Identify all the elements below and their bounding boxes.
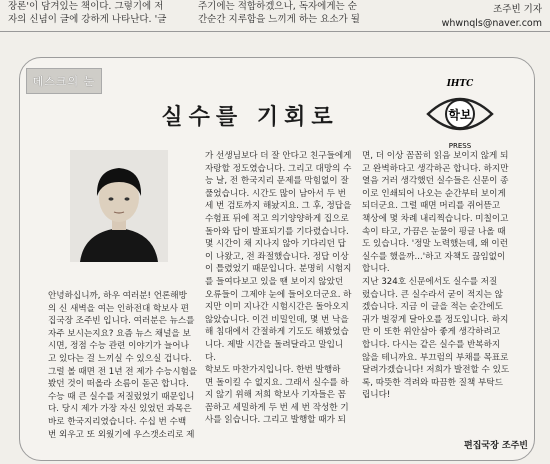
text-line: 안녕하십니까, 하우 여러분! 언론해방 <box>48 291 187 301</box>
previous-article-line: 자의 신념이 글에 강하게 나타난다. '글 <box>8 14 167 25</box>
text-line: 열음 거러 생각했던 실수들은 신문이 종 <box>362 176 509 187</box>
text-line: 되더군요. 그럴 때면 머리를 쥐어뜯고 <box>362 201 501 212</box>
text-line: 지 않기 위해 저희 학보사 기자들은 꼼 <box>205 390 346 401</box>
text-line: 속이 타고, 가끔은 눈물이 핑글 나올 때 <box>362 226 506 237</box>
text-line: 책상에 몇 차례 내리찍습니다. 미칠이고 <box>362 213 509 224</box>
text-line: 수능 때 큰 실수를 저질렀었기 때문입니 <box>48 391 195 402</box>
text-line: 면, 더 이상 꼼꼼히 읽음 보이지 않게 되 <box>362 151 509 161</box>
text-line: 의 신 새벽을 여는 인하전대 학보사 편 <box>48 303 189 314</box>
previous-article-line: 간순간 지루함을 느끼게 하는 요소가 될 <box>198 14 360 25</box>
article-column-1 <box>48 290 198 441</box>
section-tab: 데스크의 눈 <box>26 68 102 94</box>
text-line: 고 있다는 걸 느끼실 수 있으실 겁니다. <box>48 353 192 364</box>
previous-article-middle <box>198 0 360 26</box>
text-line: 능 날, 전 한국지리 문제를 막힘없이 잘 <box>205 176 349 187</box>
text-line: 자랑할 정도였습니다. 그리고 대망의 수 <box>205 163 352 174</box>
text-line: 만 이 또한 위안삼아 좋게 생각하려고 <box>362 327 501 338</box>
text-line: 않을 테니까요. 부끄럼의 부채를 목표로 <box>362 352 509 363</box>
previous-article-line: 주기에는 적합하겠으나, 독자에게는 순 <box>198 1 357 12</box>
article-column-3 <box>362 150 520 402</box>
text-line: 이 나왔고, 전 좌절했습니다. 정답 이상 <box>205 251 349 262</box>
svg-text:학보: 학보 <box>448 108 472 122</box>
text-line: 해 침대에서 간절하게 기도도 해봤었습 <box>205 327 349 338</box>
text-line: 그럴 볼 때면 전 1년 전 제가 수능시험을 <box>48 366 198 377</box>
reporter-byline <box>442 3 542 32</box>
editor-portrait <box>70 150 168 262</box>
press-logo <box>420 74 500 152</box>
svg-text:IHTC: IHTC <box>446 79 474 89</box>
article-column-2 <box>205 150 355 427</box>
text-line: 자주 보시는지요? 요즘 뉴스 채널을 보 <box>48 328 191 339</box>
author-signature: 편집국장 조주빈 <box>464 441 528 451</box>
text-line: 귀가 벌겋게 달아오를 정도입니다. 하지 <box>362 314 509 325</box>
svg-text:PRESS: PRESS <box>448 142 472 150</box>
text-line: 번 외우고 또 외웠기에 우스갯소리로 제 <box>48 429 195 440</box>
text-line: 바로 한국지리였습니다. 수십 번 수백 <box>48 416 187 427</box>
text-line: 세 번 검토까지 해놨지요. 그 후, 정답을 <box>205 201 352 212</box>
text-line: 풀었습니다. 시간도 많이 남아서 두 번 <box>205 188 346 199</box>
text-line: 립니다! <box>362 390 391 401</box>
text-line: 다. 당시 제가 가장 자신 있었던 과목은 <box>48 404 192 415</box>
text-line: 이 틀렸었기 때문입니다. 분명히 시험지 <box>205 264 352 275</box>
text-line: 오류들이 그제야 눈에 들어오더군요. 하 <box>205 289 352 300</box>
text-line: 합니다. 다시는 같은 실수를 반복하지 <box>362 339 501 350</box>
text-line: 이로 인쇄되어 나오는 순간부터 보이게 <box>362 188 506 199</box>
text-line: 사를 읽습니다. 그리고 발행할 때가 되 <box>205 415 346 426</box>
text-line: 꼼하고 세밀하게 두 번 세 번 작성한 기 <box>205 402 349 413</box>
text-line: 않았습니다. 이건 비밀인데, 몇 번 낙을 <box>205 314 349 325</box>
previous-article-left <box>8 0 166 26</box>
previous-article-line: 장론'이 담겨있는 책이다. 그렇기에 저 <box>8 1 164 12</box>
text-line: 니다. 제발 시간을 돌려달라고 말입니 <box>205 339 344 350</box>
text-line: 겠습니다. 지금 이 글을 적는 순간에도 <box>362 302 503 313</box>
press-logo-icon <box>420 74 500 152</box>
text-line: 학보도 마찬가지입니다. 한번 발행하 <box>205 365 341 376</box>
text-line: 지만 이미 지나간 시험시간은 돌아오지 <box>205 302 349 313</box>
text-line: 면 돌이킬 수 없지요. 그래서 실수를 하 <box>205 377 349 388</box>
reporter-name: 조주빈 기자 <box>493 4 542 15</box>
text-line: 집국장 조주빈 입니다. 여러분은 뉴스를 <box>48 316 195 327</box>
section-divider <box>0 31 550 32</box>
text-line: 달려가겠습니다! 저희가 발전할 수 있도 <box>362 365 510 376</box>
reporter-email: whwnqls@naver.com <box>442 17 542 32</box>
text-line: 봤던 것이 떠올라 소름이 돋곤 합니다. <box>48 379 189 390</box>
text-line: 다. <box>205 352 217 363</box>
text-line: 시면, 정점 수능 관련 이야기가 늘어나 <box>48 341 189 352</box>
text-line: 를 들여다보고 있을 땐 보이지 않았던 <box>205 276 344 287</box>
text-line: 도 있습니다. '정말 노력했는데, 왜 이런 <box>362 239 509 250</box>
text-line: 가 선생님보다 더 잘 안다고 친구들에게 <box>205 151 352 161</box>
text-line: 고 완벽하다고 생각하곤 합니다. 하지만 <box>362 163 509 174</box>
text-line: 실수를 했을까...'하고 자책도 끊임없이 <box>362 251 506 262</box>
text-line: 록, 따뜻한 격려와 따끔한 질책 부탁드 <box>362 377 503 388</box>
text-line: 수험표 뒤에 적고 의기양양하게 집으로 <box>205 213 349 224</box>
article-title: 실수를 기회로 <box>161 104 339 130</box>
text-line: 몇 시간이 채 지나지 않아 기다리던 답 <box>205 239 346 250</box>
text-line: 돌아와 답이 발표되기를 기다렸습니다. <box>205 226 349 237</box>
text-line: 렀습니다. 큰 실수라서 굳이 적지는 않 <box>362 289 503 300</box>
text-line: 지난 324호 신문에서도 실수를 저질 <box>362 276 498 287</box>
text-line: 합니다. <box>362 264 390 275</box>
